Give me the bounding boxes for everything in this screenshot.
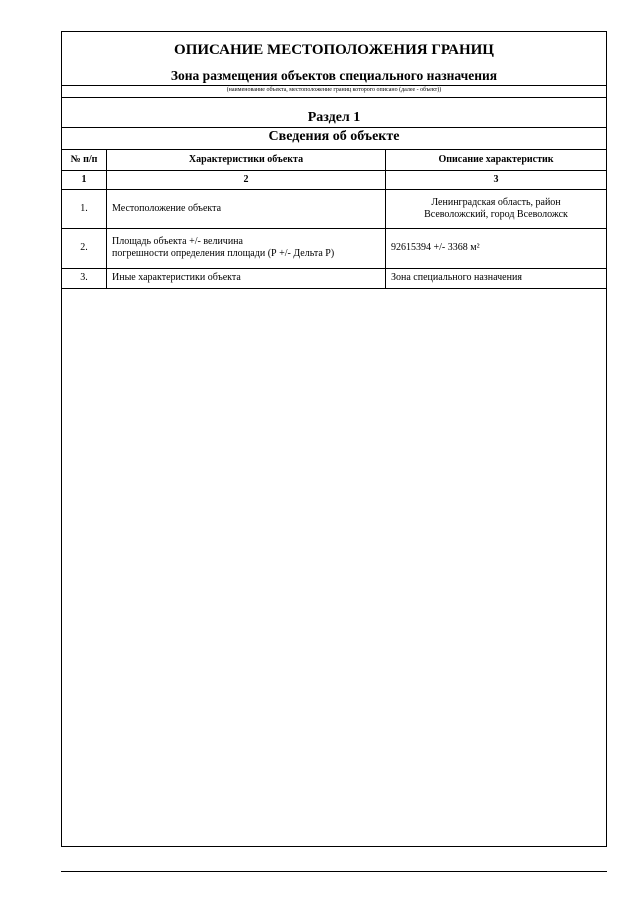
header-characteristic: Характеристики объекта <box>188 154 304 165</box>
row-3-border <box>62 288 606 289</box>
section-subtitle: Сведения об объекте <box>268 129 400 144</box>
row-1-characteristic <box>107 189 385 228</box>
row-3-characteristic-line-1: Иные характеристики объекта <box>112 272 241 283</box>
row-2-characteristic-line-1: Площадь объекта +/- величина <box>112 236 243 247</box>
object-note: (наименование объекта, местоположение границ которого описано (далее - объект)) <box>226 86 442 93</box>
row-1-description-line-2: Всеволожский, город Всеволожск <box>424 208 568 220</box>
row-3-characteristic <box>107 268 385 288</box>
object-name: Зона размещения объектов специального назначения <box>170 68 498 83</box>
row-2-characteristic <box>107 228 385 268</box>
row-2-description-line-1: 92615394 +/- 3368 м² <box>391 242 480 253</box>
divider-top <box>62 97 606 98</box>
row-2-description <box>386 228 606 268</box>
row-1-description-line-1: Ленинградская область, район <box>431 196 561 208</box>
row-2-characteristic-line-2: погрешности определения площади (Р +/- Дельта Р) <box>112 248 335 259</box>
section-title: Раздел 1 <box>307 110 361 125</box>
row-1-number: 1. <box>80 202 88 214</box>
column-number-3: 3 <box>493 174 499 185</box>
row-3-description-line-1: Зона специального назначения <box>391 272 522 283</box>
next-page-top-border <box>61 871 607 872</box>
column-number-1: 1 <box>81 174 87 185</box>
header-description: Описание характеристик <box>438 154 554 165</box>
row-3-description <box>386 268 606 288</box>
document-title: ОПИСАНИЕ МЕСТОПОЛОЖЕНИЯ ГРАНИЦ <box>174 41 494 58</box>
column-number-2: 2 <box>243 174 249 185</box>
row-3-number: 3. <box>80 272 88 283</box>
row-1-description <box>386 189 606 228</box>
row-2-number: 2. <box>80 242 88 253</box>
header-number: № п/п <box>70 154 98 165</box>
document-frame <box>61 31 607 847</box>
row-1-characteristic-line-1: Местоположение объекта <box>112 202 222 214</box>
